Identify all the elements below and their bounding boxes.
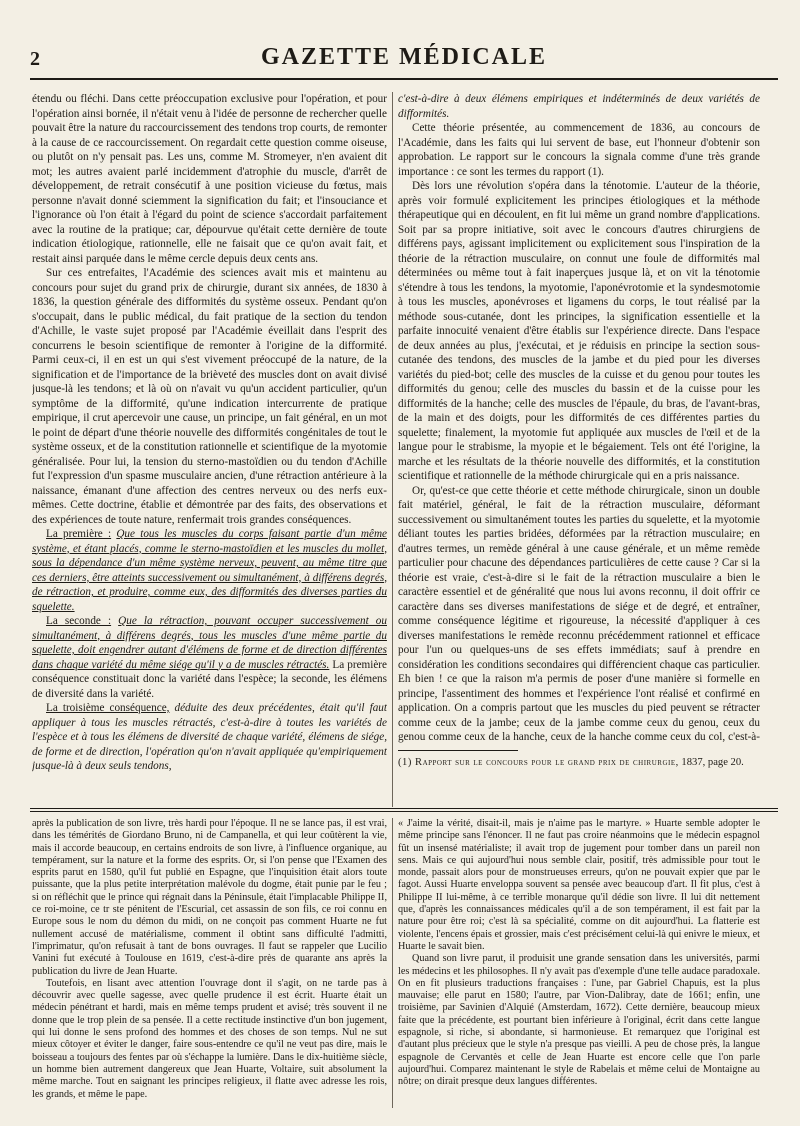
section-divider — [30, 808, 778, 809]
paragraph — [32, 614, 387, 701]
paragraph-label: La seconde : — [46, 615, 112, 627]
paragraph: « J'aime la vérité, disait-il, mais je n'aime pas le martyre. » Huarte semble adopter le même principe sans l'énoncer. Il ne faut pas croire néanmoins que le médecin espagnol fût un insensé matérialiste; il avait trop de jugement pour tomber dans un pareil non sens. Mais ce qui aujourd'hui nous semble clair, positif, très admissible pour tout le monde, passait alors pour de monstrueuses erreurs, qu'on ne pouvait expier que par le fagot. Aussi Huarte enveloppa souvent sa pensée avec beaucoup d'art. Il fit plus, c'est à Philippe II lui-même, à ce terrible monarque qu'il dédie son livre. Il lui dit nettement que, d'après les connaissances médicales qu'il a de son tempérament, il est fait par la nature pour être roi; c'est là sa spécialité, comme on dit aujourd'hui. La flatterie est violente, l'encens épais et grossier, mais c'est précisément celui-là qui enivre le mieux, et Huarte le savait bien. — [398, 818, 760, 952]
footnote-tail: 1837, page 20. — [681, 757, 744, 768]
paragraph: après la publication de son livre, très hardi pour l'époque. Il ne se lance pas, il est vrai, dans les témérités de Giordano Bruno, ni de Campanella, et qui leur coûtèrent la vie, mais il accorde beaucoup, en certains endroits de son livre, à l'influence organique, au tempérament, sur la nature et la forme des esprits. Or, si l'on pense que l'Examen des esprits parut en 1580, qu'il fut publié en Espagne, que l'inquisition était alors toute puissante, que la plus petite interprétation malévole du dogme, était punie par le feu ; si on réfléchit que le prince qui régnait dans la Péninsule, était l'implacable Philippe II, ce roi-moine, ce tr ste pénitent de l'Escurial, cet assassin de son fils, ce roi connu en Europe sous le nom du démon du midi, on ne conçoit pas comment Huarte ne fut nullement accusé de matérialisme, comment il obtint sans difficulté l'admitti, l'imprimatur, qu'on refusait à tant de bons ouvrages. Il faut se rappeler que Lucilio Vanini fut exécuté à Toulouse en 1619, c'est-à-dire près de quarante ans après la publication du livre de Jean Huarte. — [32, 818, 387, 977]
paragraph-text: déduite des deux précédentes, était qu'il faut appliquer à tous les muscles rétractés, c'est-à-dire à toutes les variétés de l'espèce et à tous les élémens de diversité de chaque variété, élémens de siége, de forme et de direction, l'opération qu'on n'avait appliquée qu'empiriquement jusque-là à deux seuls tendons, — [32, 702, 387, 772]
page-header — [30, 42, 778, 80]
footnote-label: (1) Rapport sur le concours pour le grand prix de chirurgie, — [398, 757, 679, 768]
paragraph: Quand son livre parut, il produisit une grande sensation dans les universités, parmi les médecins et les philosophes. Il n'y avait pas d'exemple d'une telle audace paradoxale. On en fit plusieurs traductions françaises : l'une, par Gabriel Chapuis, est la plus mauvaise; elle parut en 1580; l'autre, par Vion-Dalibray, date de 1661; enfin, une troisième, par Savinien d'Alquié (Amsterdam, 1672). Cette dernière, beaucoup mieux faite que la précédente, est pourtant bien inférieure à l'original, écrit dans cette langue espagnole, si riche, si abondante, si harmonieuse. Et remarquez que l'original est d'autant plus précieux que le style n'a presque pas vieilli. A peu de chose près, la langue espagnole de Cervantès et celle de Jean Huarte est encore celle que l'on parle aujourd'hui. Comparez maintenant le style de Rabelais et même celui de Montaigne au nôtre; on dirait presque deux langues différentes. — [398, 953, 760, 1088]
paragraph-text: La première conséquence constituait donc la variété dans l'espèce; la seconde, les élémens de diversité dans la variété. — [32, 658, 387, 700]
left-column-bottom — [32, 818, 387, 1118]
paragraph: Toutefois, en lisant avec attention l'ouvrage dont il s'agit, on ne tarde pas à découvrir avec quelle sagesse, avec quelle prudence il est écrit. Huarte était un médecin pénétrant et hardi, mais en même temps prudent et avisé; très souvent il ne donne que le trop plein de sa pensée. Il a cette rectitude instinctive d'un bon jugement, qui lui donne le sens profond des hommes et des choses de son temps. Nul ne sut mieux côtoyer et éviter le danger, faire sous-entendre ce qu'il ne veut pas dire, mais le boisseau a toujours des fentes par où s'échappe la lumière. Dans le dix-huitième siècle, un homme bien autrement dangereux que Jean Huarte, Voltaire, suit absolument la même marche. Tout en saignant les principes religieux, il flatte avec adresse les rois, les grands, et même le pape. — [32, 977, 387, 1100]
column-divider — [392, 818, 393, 1108]
right-column-top — [398, 92, 760, 747]
paragraph: étendu ou fléchi. Dans cette préoccupation exclusive pour l'opération, et pour l'opération ainsi bornée, il n'était venu à l'idée de personne de rechercher quelle pouvait être la nature du raccourcissement des tendons trop courts, de remonter à la cause de ce raccourcissement. On regardait cette question comme oiseuse, ou plutôt on n'y pensait pas. Les uns, comme M. Stromeyer, n'en avaient dit mot; les autres avaient parlé incidemment d'atrophie du muscle, d'arrêt de développement, de retrait consécutif à une position vicieuse du fœtus, mais personne n'avait donné sciemment la signification du fait; et l'insouciance et l'ignorance où l'on était à l'égard du point de science s'accordait parfaitement avec la routine de la pratique; car, dépourvue qu'était cette dernière de toute indication étiologique, rationnelle, elle ne faisait que ce qu'on avait fait, et restait ainsi parquée dans le même cercle depuis deux cents ans. — [32, 93, 387, 265]
right-column-bottom — [398, 818, 760, 1118]
footnote — [398, 756, 758, 769]
journal-title: GAZETTE MÉDICALE — [260, 44, 548, 70]
paragraph-label: La première : — [46, 528, 112, 540]
left-column-top — [32, 92, 387, 807]
paragraph: Or, qu'est-ce que cette théorie et cette méthode chirurgicale, sinon un double fait matériel, général, le fait de la rétraction musculaire, déformant successivement ou simultanément toutes les parties du squelette, et la myotomie déliant toutes les parties bridées, déformées par la rétraction musculaire; en d'autres termes, un remède général à une cause générale, et un même remède particulier pour chacune des dépendances particulières de cette cause ? Car si la théorie est vraie, c'est-à-dire si le fait de la rétraction musculaire a bien le caractère essentiel et de généralité que nous lui avons reconnu, il doit offrir ce caractère dans ses diverses manifestations de siége et de degré, et entraîner, comme conséquence légitime et rigoureuse, la nécessité d'appliquer à ces diverses manifestations le remède reconnu précédemment rationnel et efficace pour l'un ou quelques-uns de ses effets immédiats; sauf à prendre en considération les conditions secondaires qui différencient chaque cas particulier. Eh bien ! ce que la raison m'a permis de poser d'une manière si formelle en principe, l'assentiment des hommes et l'expérience l'ont réalisé et confirmé en application. On a compris partout que les muscles du pied peuvent se rétracter comme ceux de la jambe; ceux de la jambe comme ceux du genou, ceux du genou comme ceux de la hanche, ceux de la hanche comme ceux du col, c'est-à- — [398, 484, 760, 743]
paragraph — [32, 701, 387, 774]
paragraph: Cette théorie présentée, au commencement de 1836, au concours de l'Académie, dans les faits qui lui servent de base, eut l'honneur d'obtenir son approbation. Le rapport sur le concours la signala comme d'une très grande importance : ce sont les termes du rapport (1). — [398, 122, 760, 178]
column-divider — [392, 92, 393, 807]
paragraph: Dès lors une révolution s'opéra dans la ténotomie. L'auteur de la théorie, après voir formulé explicitement les principes étiologiques et la méthode thérapeutique qui en découlent, en fit lui même un grand nombre d'applications. Soit par sa propre initiative, soit avec le concours d'autres chirurgiens de différens pays, agissant implicitement ou explicitement sous l'inspiration de la théorie de la rétraction musculaire, on connut une foule de difformités mal déterminées ou même tout à fait inaperçues jusque là, et on vit la ténotomie s'étendre à tous les tendons, la myotomie, l'aponévrotomie et la syndesmotomie à tous les muscles, aponévroses et ligamens du corps, le tout réalisé par la méthode sous-cutanée, dont les principes, la signification essentielle et la parfaite innocuité venaient d'être établis sur l'expérience directe. Dans l'espace de deux années au plus, j'exécutai, et je réduisis en principe la section sous-cutanée des tendons, des muscles de la jambe et du pied pour les diverses variétés du pied-bot; celle des muscles de la cuisse et du genou pour toutes les difformités du genou; celle des muscles du bassin et de la cuisse pour les difformités de la hanche; celle des muscles de l'épaule, du bras, de l'avant-bras, de la main et des doigts, pour les difformités de ces différentes parties du squelette; finalement, la myotomie fut appliquée aux muscles de l'œil et de la langue pour le strabisme, la myopie et le bégaiement. Tels ont été l'origine, la marche et les résultats de la théorie nouvelle des difformités, et la constitution scientifique et rationnelle de la méthode chirurgicale qui en a pris naissance. — [398, 180, 760, 482]
section-divider — [30, 811, 778, 812]
paragraph-text: Que la rétraction, pouvant occuper successivement ou simultanément, à différens degrés, tous les muscles d'une même partie du squelette, doit engendrer autant d'élémens de forme et de direction différentes dans chaque variété du même siége qu'il y a de muscles rétractés. — [32, 615, 387, 671]
footnote-rule — [398, 750, 518, 751]
paragraph: c'est-à-dire à deux élémens empiriques et indéterminés de deux variétés de difformités. — [398, 93, 760, 120]
paragraph: Sur ces entrefaites, l'Académie des sciences avait mis et maintenu au concours pour sujet du grand prix de chirurgie, durant six années, de 1830 à 1836, la question générale des difformités du système osseux. Pendant qu'on s'occupait, dans le public médical, du fait pratique de la section du tendon d'Achille, le vaste sujet proposé par l'Académie éveillait dans l'esprit des concurrens le besoin scientifique de remonter à l'origine de la difformité. Parmi ceux-ci, il en est un qui s'est vivement préoccupé de la nature, de la signification et de l'importance de la brièveté des muscles dont on avait divisé jusque-là les tendons; et là où on n'avait vu qu'un accident particulier, qu'un symptôme de la difformité, qu'une indication intercurrente de pratique empirique, il crut apercevoir une cause, un principe, un fait général, en un mot le point de départ d'une théorie nouvelle des difformités congénitales de tout le système osseux, et de la constitution rationnelle et scientifique de la myotomie généralisée. Pour lui, la tension du sterno-mastoïdien ou du tendon d'Achille fut l'expression d'un spasme musculaire ancien, d'une rétraction antérieure à la naissance, émanant d'une affection des centres nerveux ou des nerfs eux-mêmes. Cette doctrine, établie et démontrée par des faits, des observations et des expériences de toute nature, renfermait trois grandes conséquences. — [32, 267, 387, 526]
paragraph-label: La troisième conséquence, — [46, 702, 170, 714]
page-number: 2 — [30, 48, 40, 70]
paragraph-text: Que tous les muscles du corps faisant partie d'un même système, et étant placés, comme le sterno-mastoïdien et les muscles du mollet, sous la dépendance d'un même système nerveux, peuvent, au même titre que ces derniers, être atteints successivement ou simultanément, à différens degrés, de rétraction, et produire, comme eux, des difformités des diverses parties du squelette. — [32, 528, 387, 613]
paragraph — [32, 527, 387, 614]
